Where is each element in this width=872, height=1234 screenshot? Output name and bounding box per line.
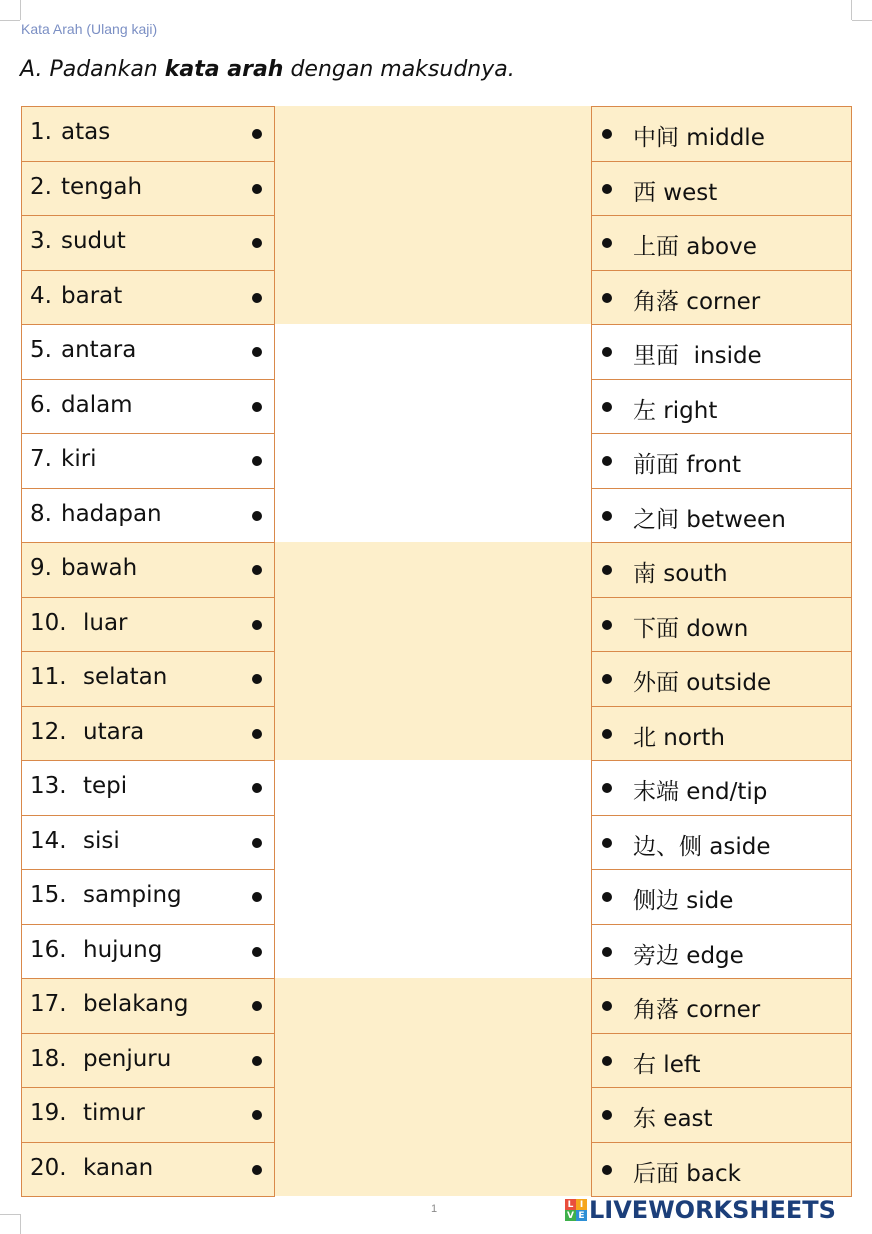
item-number: 19. xyxy=(30,1100,67,1126)
item-number: 18. xyxy=(30,1045,67,1072)
instruction-bold: kata arah xyxy=(164,57,284,82)
match-dot[interactable] xyxy=(602,347,612,357)
crop-mark-bottom-left-v xyxy=(20,1214,21,1234)
instruction-suffix: dengan maksudnya. xyxy=(283,57,515,82)
item-number: 9. xyxy=(30,555,52,581)
left-item xyxy=(22,434,274,489)
liveworksheets-logo-icon xyxy=(565,1199,587,1221)
match-dot[interactable] xyxy=(252,129,262,139)
match-dot[interactable] xyxy=(252,892,262,902)
brand-text: LIVEWORKSHEETS xyxy=(589,1196,836,1224)
item-meaning: 之间 between xyxy=(633,506,786,533)
right-item xyxy=(592,489,851,544)
logo-tile: E xyxy=(576,1210,587,1221)
match-dot[interactable] xyxy=(252,1056,262,1066)
right-item xyxy=(592,652,851,707)
item-word: kiri xyxy=(61,446,97,472)
item-word: samping xyxy=(83,882,182,908)
right-item xyxy=(592,707,851,762)
item-word: tengah xyxy=(61,173,143,200)
page-number: 1 xyxy=(431,1203,438,1215)
item-meaning: 左 right xyxy=(633,397,718,424)
match-dot[interactable] xyxy=(602,1001,612,1011)
right-meaning-column xyxy=(591,106,852,1197)
item-word: antara xyxy=(61,337,137,363)
item-meaning: 右 left xyxy=(633,1051,701,1078)
match-dot[interactable] xyxy=(602,1165,612,1175)
item-word: bawah xyxy=(61,555,138,581)
match-dot[interactable] xyxy=(252,1110,262,1120)
item-word: penjuru xyxy=(83,1045,172,1072)
item-meaning: 前面 front xyxy=(633,452,742,478)
item-word: dalam xyxy=(61,391,133,418)
item-meaning: 末端 end/tip xyxy=(633,779,768,805)
match-dot[interactable] xyxy=(252,1001,262,1011)
left-item xyxy=(22,1034,274,1089)
match-dot[interactable] xyxy=(602,293,612,303)
item-number: 17. xyxy=(30,991,67,1017)
logo-tile: I xyxy=(576,1199,587,1210)
left-item xyxy=(22,598,274,653)
logo-tile: V xyxy=(565,1210,576,1221)
match-dot[interactable] xyxy=(252,456,262,466)
left-item xyxy=(22,1088,274,1143)
item-meaning: 北 north xyxy=(633,724,726,751)
item-number: 4. xyxy=(30,282,52,309)
item-number: 7. xyxy=(30,446,52,472)
right-item xyxy=(592,380,851,435)
item-meaning: 旁边 edge xyxy=(633,942,744,969)
match-dot[interactable] xyxy=(602,456,612,466)
left-item xyxy=(22,761,274,816)
left-item xyxy=(22,380,274,435)
item-number: 12. xyxy=(30,718,67,745)
match-dot[interactable] xyxy=(602,947,612,957)
crop-mark-bottom-left-h xyxy=(0,1214,20,1215)
right-item xyxy=(592,761,851,816)
brand-logo[interactable] xyxy=(565,1195,836,1225)
item-word: utara xyxy=(83,718,145,745)
item-meaning: 后面 back xyxy=(633,1160,741,1187)
item-number: 10. xyxy=(30,609,67,636)
match-dot[interactable] xyxy=(252,729,262,739)
match-dot[interactable] xyxy=(602,892,612,902)
item-meaning: 西 west xyxy=(633,179,718,206)
item-number: 20. xyxy=(30,1154,67,1181)
match-dot[interactable] xyxy=(252,947,262,957)
match-dot[interactable] xyxy=(602,129,612,139)
right-item xyxy=(592,1143,851,1198)
right-item xyxy=(592,925,851,980)
item-meaning: 边、侧 aside xyxy=(633,833,771,860)
instruction-text xyxy=(20,57,515,82)
item-word: sudut xyxy=(61,228,126,254)
item-word: timur xyxy=(83,1100,145,1126)
item-word: hadapan xyxy=(61,500,162,527)
left-item xyxy=(22,979,274,1034)
item-meaning: 东 east xyxy=(633,1106,713,1132)
right-item xyxy=(592,598,851,653)
match-dot[interactable] xyxy=(252,347,262,357)
item-number: 8. xyxy=(30,500,52,527)
left-item xyxy=(22,325,274,380)
left-item xyxy=(22,162,274,217)
item-meaning: 角落 corner xyxy=(633,997,761,1023)
left-item xyxy=(22,216,274,271)
match-dot[interactable] xyxy=(602,783,612,793)
match-dot[interactable] xyxy=(252,238,262,248)
match-dot[interactable] xyxy=(252,674,262,684)
item-meaning: 角落 corner xyxy=(633,288,761,315)
item-word: belakang xyxy=(83,991,189,1017)
right-item xyxy=(592,325,851,380)
matching-table xyxy=(21,106,852,1196)
item-word: kanan xyxy=(83,1154,154,1181)
left-word-column xyxy=(21,106,275,1197)
right-item xyxy=(592,216,851,271)
left-item xyxy=(22,489,274,544)
left-item xyxy=(22,870,274,925)
item-number: 5. xyxy=(30,337,52,363)
match-dot[interactable] xyxy=(252,620,262,630)
right-item xyxy=(592,979,851,1034)
item-number: 2. xyxy=(30,173,52,200)
match-dot[interactable] xyxy=(602,184,612,194)
match-dot[interactable] xyxy=(252,838,262,848)
left-item xyxy=(22,707,274,762)
left-item xyxy=(22,925,274,980)
item-word: luar xyxy=(83,609,128,636)
match-dot[interactable] xyxy=(602,565,612,575)
item-word: sisi xyxy=(83,827,120,854)
match-dot[interactable] xyxy=(602,729,612,739)
left-item xyxy=(22,1143,274,1198)
crop-mark-top-right-h xyxy=(852,20,872,21)
item-word: selatan xyxy=(83,664,168,690)
item-number: 6. xyxy=(30,391,52,418)
item-word: barat xyxy=(61,282,123,309)
item-meaning: 南 south xyxy=(633,561,728,587)
item-meaning: 上面 above xyxy=(633,234,757,260)
match-dot[interactable] xyxy=(602,838,612,848)
match-dot[interactable] xyxy=(602,511,612,521)
item-meaning: 侧边 side xyxy=(633,888,734,914)
item-meaning: 中间 middle xyxy=(633,125,765,151)
match-dot[interactable] xyxy=(252,402,262,412)
left-item xyxy=(22,107,274,162)
item-number: 13. xyxy=(30,773,67,799)
crop-mark-top-right-v xyxy=(851,0,852,20)
left-item xyxy=(22,652,274,707)
item-word: atas xyxy=(61,119,111,145)
match-dot[interactable] xyxy=(252,565,262,575)
match-dot[interactable] xyxy=(252,511,262,521)
match-dot[interactable] xyxy=(252,184,262,194)
match-dot[interactable] xyxy=(602,1110,612,1120)
item-number: 16. xyxy=(30,936,67,963)
match-dot[interactable] xyxy=(602,402,612,412)
left-item xyxy=(22,543,274,598)
item-number: 14. xyxy=(30,827,67,854)
item-word: tepi xyxy=(83,773,128,799)
match-dot[interactable] xyxy=(602,238,612,248)
crop-mark-top-left-v xyxy=(20,0,21,20)
logo-tile: L xyxy=(565,1199,576,1210)
instruction-prefix: A. Padankan xyxy=(20,57,165,82)
item-meaning: 下面 down xyxy=(633,615,749,642)
left-item xyxy=(22,816,274,871)
right-item xyxy=(592,271,851,326)
item-meaning: 里面 inside xyxy=(633,343,762,369)
item-word: hujung xyxy=(83,936,163,963)
item-number: 15. xyxy=(30,882,67,908)
match-dot[interactable] xyxy=(252,783,262,793)
item-number: 1. xyxy=(30,119,52,145)
right-item xyxy=(592,434,851,489)
right-item xyxy=(592,1088,851,1143)
right-item xyxy=(592,107,851,162)
crop-mark-top-left-h xyxy=(0,20,20,21)
document-header: Kata Arah (Ulang kaji) xyxy=(21,21,158,37)
left-item xyxy=(22,271,274,326)
match-dot[interactable] xyxy=(602,674,612,684)
right-item xyxy=(592,162,851,217)
match-dot[interactable] xyxy=(602,620,612,630)
item-number: 3. xyxy=(30,228,52,254)
right-item xyxy=(592,816,851,871)
match-dot[interactable] xyxy=(252,293,262,303)
right-item xyxy=(592,870,851,925)
right-item xyxy=(592,543,851,598)
item-meaning: 外面 outside xyxy=(633,670,772,696)
right-item xyxy=(592,1034,851,1089)
item-number: 11. xyxy=(30,664,67,690)
match-dot[interactable] xyxy=(602,1056,612,1066)
match-dot[interactable] xyxy=(252,1165,262,1175)
